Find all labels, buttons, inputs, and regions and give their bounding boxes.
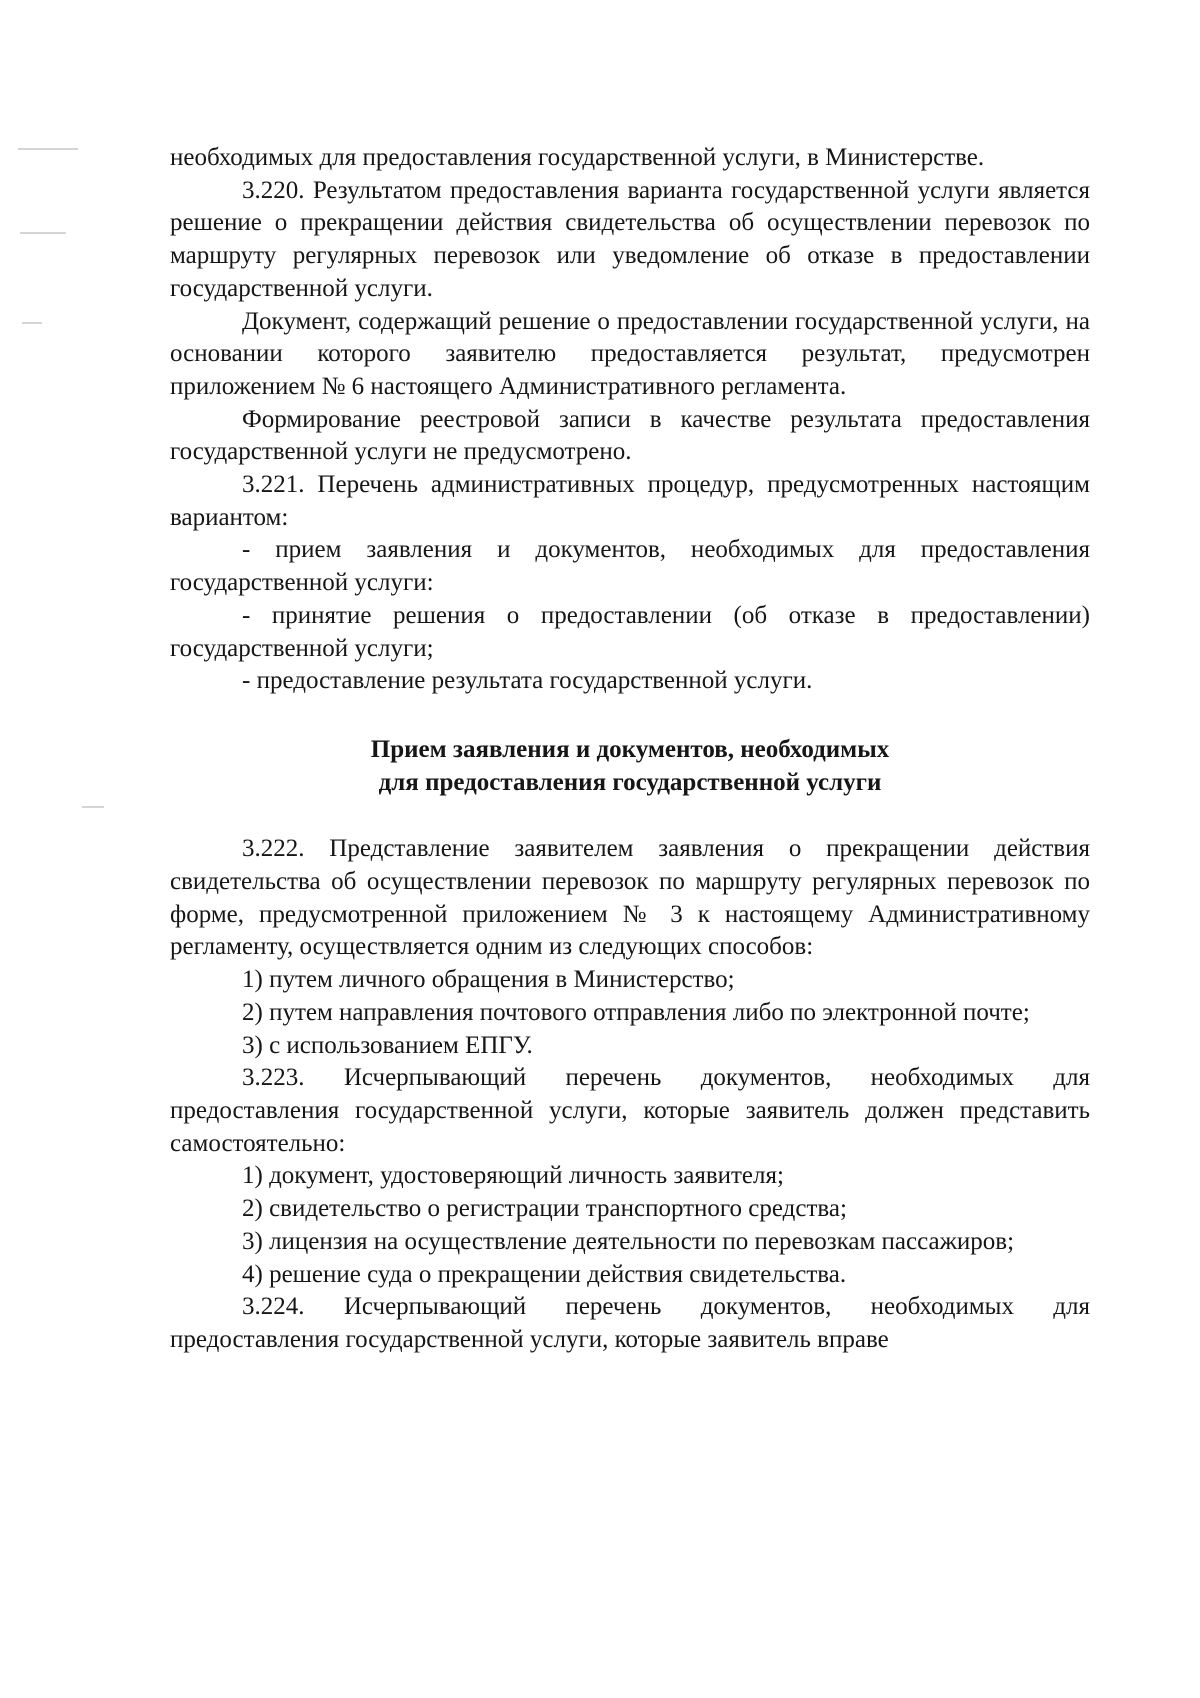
document-body bbox=[170, 142, 1090, 1357]
paragraph-3-220: 3.220. Результатом предоставления варианта государственной услуги является решение о прекращении действия свидетельства об осуществлении перевозок по маршруту регулярных перевозок или уведомление об отказе в предоставлении государственной услуги. bbox=[170, 176, 1090, 302]
scan-speck bbox=[82, 806, 104, 808]
list-item: 4) решение суда о прекращении действия свидетельства. bbox=[242, 1260, 847, 1288]
scan-speck bbox=[18, 148, 78, 150]
list-item: - прием заявления и документов, необходимых для предоставления государственной услуги: bbox=[170, 536, 1090, 597]
paragraph: Документ, содержащий решение о предоставлении государственной услуги, на основании которого заявителю предоставляется результат, предусмотрен приложением № 6 настоящего Административного регламента. bbox=[170, 307, 1090, 400]
list-item: 2) путем направления почтового отправления либо по электронной почте; bbox=[242, 998, 1030, 1026]
list-item: 1) документ, удостоверяющий личность заявителя; bbox=[242, 1162, 784, 1190]
list-item: - предоставление результата государственной услуги. bbox=[242, 667, 813, 695]
scan-speck bbox=[20, 232, 66, 234]
list-item: 1) путем личного обращения в Министерство; bbox=[242, 966, 735, 994]
paragraph-3-223: 3.223. Исчерпывающий перечень документов, необходимых для предоставления государственной услуги, которые заявитель должен представить самостоятельно: bbox=[170, 1064, 1090, 1157]
scan-speck bbox=[22, 322, 42, 324]
list-item: 3) с использованием ЕПГУ. bbox=[242, 1031, 533, 1059]
section-heading-line: для предоставления государственной услуги bbox=[378, 768, 882, 796]
paragraph-3-222: 3.222. Представление заявителем заявления о прекращении действия свидетельства об осуществлении перевозок по маршруту регулярных перевозок по форме, предусмотренной приложением № 3 к настоящему Административному регламенту, осуществляется одним из следующих способов: bbox=[170, 835, 1090, 961]
list-item: 3) лицензия на осуществление деятельности по перевозкам пассажиров; bbox=[242, 1227, 1015, 1255]
list-item: 2) свидетельство о регистрации транспортного средства; bbox=[242, 1195, 847, 1223]
paragraph-3-221: 3.221. Перечень административных процедур, предусмотренных настоящим вариантом: bbox=[170, 471, 1090, 531]
section-heading-line: Прием заявления и документов, необходимых bbox=[370, 735, 890, 763]
paragraph-3-224: 3.224. Исчерпывающий перечень документов, необходимых для предоставления государственной услуги, которые заявитель вправе bbox=[170, 1293, 1090, 1353]
section-heading bbox=[170, 734, 1090, 799]
list-item: - принятие решения о предоставлении (об отказе в предоставлении) государственной услуги; bbox=[170, 601, 1090, 662]
paragraph: Формирование реестровой записи в качестве результата предоставления государственной услуги не предусмотрено. bbox=[170, 405, 1090, 466]
paragraph: необходимых для предоставления государственной услуги, в Министерстве. bbox=[170, 144, 985, 171]
